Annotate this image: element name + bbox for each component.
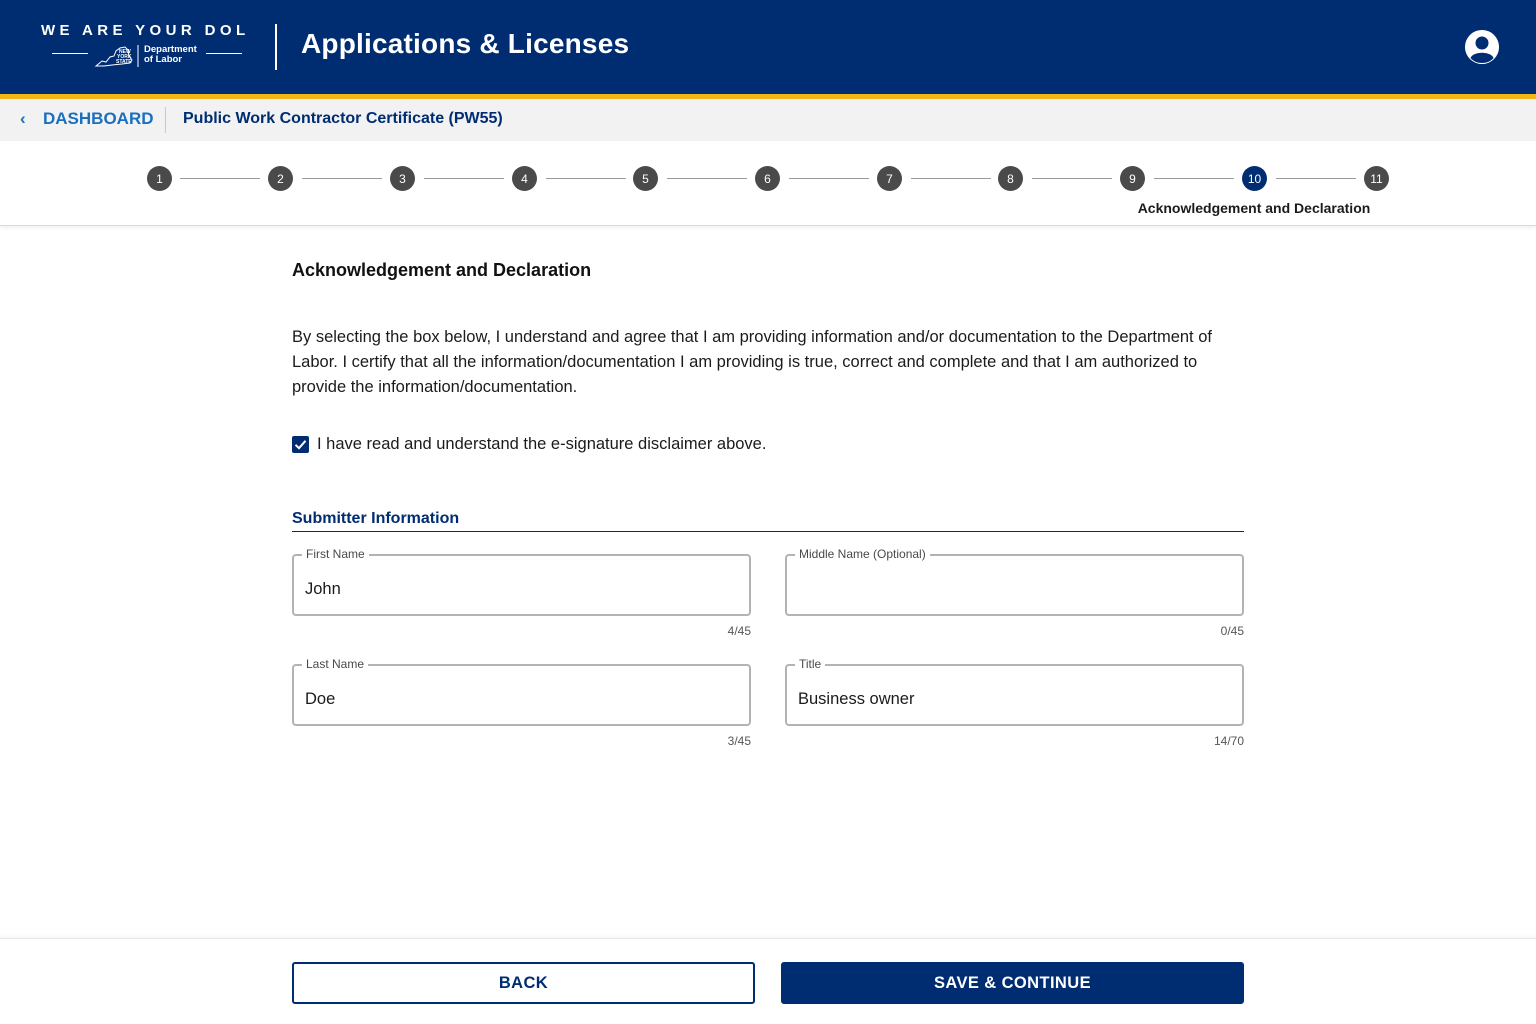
disclaimer-text: By selecting the box below, I understand and agree that I am providing information and/or documentation to the Department of Labor. I certify that all the information/documentation I am providing is true, correct and complete and that I am authorized to provide the information/documentation. [292, 328, 1212, 396]
step-1[interactable]: 1 [147, 166, 172, 191]
logo-department [36, 44, 258, 70]
middle-name-label: Middle Name (Optional) [795, 546, 930, 562]
step-5[interactable]: 5 [633, 166, 658, 191]
step-connector [1032, 178, 1112, 179]
step-connector [424, 178, 504, 179]
step-connector [180, 178, 260, 179]
site-header [0, 0, 1536, 94]
first-name-field[interactable] [292, 547, 751, 616]
form-footer [0, 938, 1536, 1024]
title-counter: 14/70 [1213, 734, 1244, 748]
dol-logo[interactable] [36, 18, 258, 74]
step-8[interactable]: 8 [998, 166, 1023, 191]
submitter-divider [292, 531, 1244, 532]
dept-line-2: of Labor [144, 54, 182, 65]
step-connector [667, 178, 747, 179]
state-text-bottom: STATE [116, 59, 132, 65]
last-name-counter: 3/45 [727, 734, 751, 748]
app-title: Applications & Licenses [301, 28, 630, 59]
header-divider [275, 24, 277, 70]
last-name-label: Last Name [302, 656, 368, 672]
title-value[interactable]: Business owner [798, 690, 915, 708]
first-name-counter: 4/45 [727, 624, 751, 638]
logo-tagline: WE ARE YOUR DOL [41, 22, 250, 39]
account-button[interactable] [1465, 30, 1499, 64]
dept-name [144, 45, 197, 65]
step-2[interactable]: 2 [268, 166, 293, 191]
first-name-label: First Name [302, 546, 369, 562]
middle-name-counter: 0/45 [1220, 624, 1244, 638]
user-circle-icon [1465, 30, 1499, 64]
breadcrumb-separator [165, 107, 166, 133]
esignature-checkbox-row[interactable] [292, 435, 766, 454]
esignature-checkbox-label: I have read and understand the e-signature disclaimer above. [317, 435, 767, 453]
step-connector [1154, 178, 1234, 179]
last-name-field[interactable] [292, 657, 751, 726]
breadcrumb [0, 99, 1536, 141]
step-connector [302, 178, 382, 179]
step-3[interactable]: 3 [390, 166, 415, 191]
dashboard-link-label: DASHBOARD [43, 109, 154, 128]
page-title: Acknowledgement and Declaration [292, 260, 592, 280]
save-continue-button[interactable]: SAVE & CONTINUE [781, 962, 1244, 1004]
step-connector [911, 178, 991, 179]
first-name-value[interactable]: John [305, 580, 341, 598]
current-step-label: Acknowledgement and Declaration [1137, 200, 1371, 216]
esignature-checkbox[interactable] [292, 436, 309, 453]
chevron-left-icon: ‹ [20, 109, 26, 128]
title-field[interactable] [785, 657, 1244, 726]
title-label: Title [795, 656, 825, 672]
step-7[interactable]: 7 [877, 166, 902, 191]
step-connector [1276, 178, 1356, 179]
step-4[interactable]: 4 [512, 166, 537, 191]
middle-name-field[interactable] [785, 547, 1244, 616]
back-button[interactable]: BACK [292, 962, 755, 1004]
dashboard-link[interactable] [20, 109, 154, 129]
last-name-value[interactable]: Doe [305, 690, 336, 708]
step-6[interactable]: 6 [755, 166, 780, 191]
step-connector [546, 178, 626, 179]
progress-stepper [0, 141, 1536, 226]
step-connector [789, 178, 869, 179]
step-11[interactable]: 11 [1364, 166, 1389, 191]
submitter-heading: Submitter Information [292, 510, 460, 527]
state-text-mid: YORK [117, 54, 132, 60]
step-9[interactable]: 9 [1120, 166, 1145, 191]
checkmark-icon [294, 438, 307, 451]
ny-state-icon [92, 44, 140, 68]
dept-line-1: Department [144, 44, 197, 55]
state-text-top: NEW [119, 49, 131, 55]
step-10[interactable]: 10 [1242, 166, 1267, 191]
breadcrumb-current: Public Work Contractor Certificate (PW55) [183, 110, 503, 127]
